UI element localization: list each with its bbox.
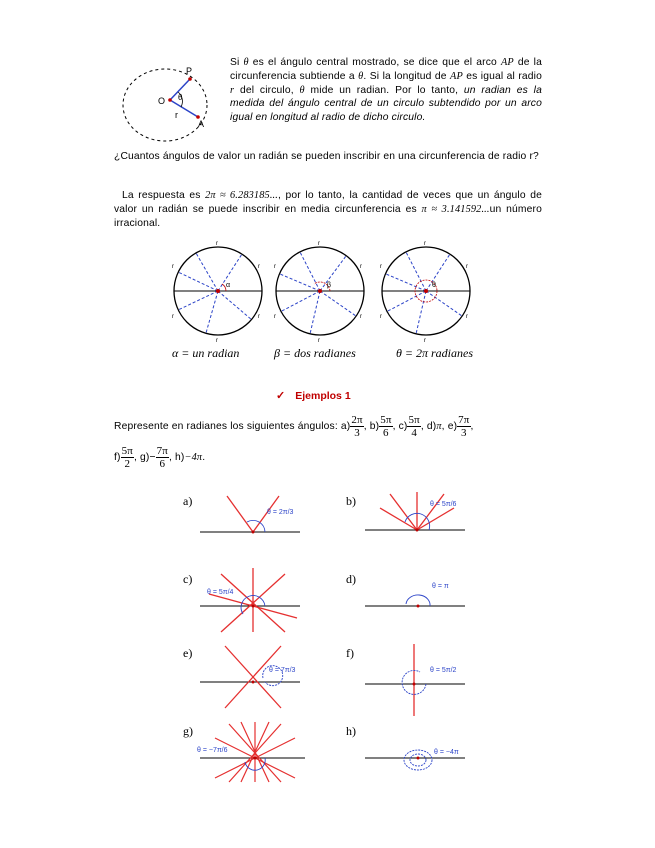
label-theta: θ [178,93,183,102]
exercise-line-2: f) $\frac{5\pi}{2}$ , g)− $\frac{7\pi}{6}$ , h)−4π. [114,445,206,470]
panel-h-annotation: θ = −4π [434,749,459,756]
svg-text:r: r [360,314,362,320]
panel-f-annotation: θ = 5π/2 [430,667,457,674]
panel-a-label: a) [183,494,193,508]
answer-paragraph: La respuesta es 2π ≈ 6.283185..., por lo tanto, la cantidad de veces que un ángulo de valor un radián se puede inscribir en media circunferencia es π ≈ 3.141592...un número irracional. [114,190,542,229]
beta-symbol: β [327,282,332,289]
caption-alpha: α = un radian [172,346,240,360]
panel-d [360,574,480,614]
svg-text:r: r [216,241,218,247]
svg-text:r: r [318,338,320,344]
svg-text:r: r [172,264,174,270]
panel-d-label: d) [346,572,356,586]
svg-text:r: r [424,241,426,247]
label-r: r [175,110,178,120]
panel-e-annotation: θ = 7π/3 [269,667,296,674]
svg-text:r: r [466,314,468,320]
exercise-line-1: Represente en radianes los siguientes ángulos: a) $\frac{2\pi}{3}$ , b) $\frac{5\pi}{6}$ , c) $\frac{5\pi}{4}$ , d)π, e) $\frac{7\pi}{3}$ , [114,414,474,439]
central-angle-figure [120,62,220,152]
panel-g [195,720,315,784]
svg-text:r: r [380,264,382,270]
panel-d-annotation: θ = π [432,583,449,590]
circle-alpha [172,241,262,344]
svg-text:r: r [274,314,276,320]
caption-theta: θ = 2π radianes [396,346,474,360]
panel-e-label: e) [183,646,193,660]
panel-b [360,490,480,538]
svg-text:r: r [258,264,260,270]
svg-text:r: r [424,338,426,344]
examples-heading: ✓ Ejemplos 1 [276,390,351,402]
panel-a-annotation: θ = 2π/3 [267,509,294,516]
panel-f-label: f) [346,646,354,660]
panel-f [360,642,480,718]
panel-b-annotation: θ = 5π/6 [430,501,457,508]
label-O: O [158,96,166,106]
question-text: ¿Cuantos ángulos de valor un radián se pueden inscribir en una circunferencia de radio r? [114,151,539,162]
caption-beta: β = dos radianes [274,346,356,360]
check-icon: ✓ [276,390,286,402]
svg-text:r: r [318,241,320,247]
svg-text:r: r [258,314,260,320]
svg-text:r: r [172,314,174,320]
panel-c-annotation: θ = 5π/4 [207,589,234,596]
panel-g-annotation: θ = −7π/6 [197,747,228,754]
panel-a [195,494,315,542]
label-P: P [186,66,193,76]
svg-text:r: r [380,314,382,320]
panel-h-label: h) [346,724,356,738]
svg-text:r: r [360,264,362,270]
theta-symbol: θ [432,282,436,289]
panel-h [360,744,480,780]
svg-text:r: r [466,264,468,270]
circle-theta [380,241,470,344]
circle-beta [274,241,364,344]
svg-text:r: r [274,264,276,270]
alpha-symbol: α [226,282,231,289]
svg-text:r: r [216,338,218,344]
panel-e [195,642,315,710]
panel-c [195,566,315,634]
panel-b-label: b) [346,494,356,508]
panel-g-label: g) [183,724,193,738]
intro-paragraph: Si θ es el ángulo central mostrado, se dice que el arco AP de la circunferencia subtiende a θ. Si la longitud de AP es igual al radio r del circulo, θ mide un radian. Por lo tanto, un radian es la medida del ángulo central de un circulo subtendido por un arco igual en longitud al radio de dicho circulo. [230,57,542,124]
panel-c-label: c) [183,572,193,586]
label-A: A [198,119,205,129]
